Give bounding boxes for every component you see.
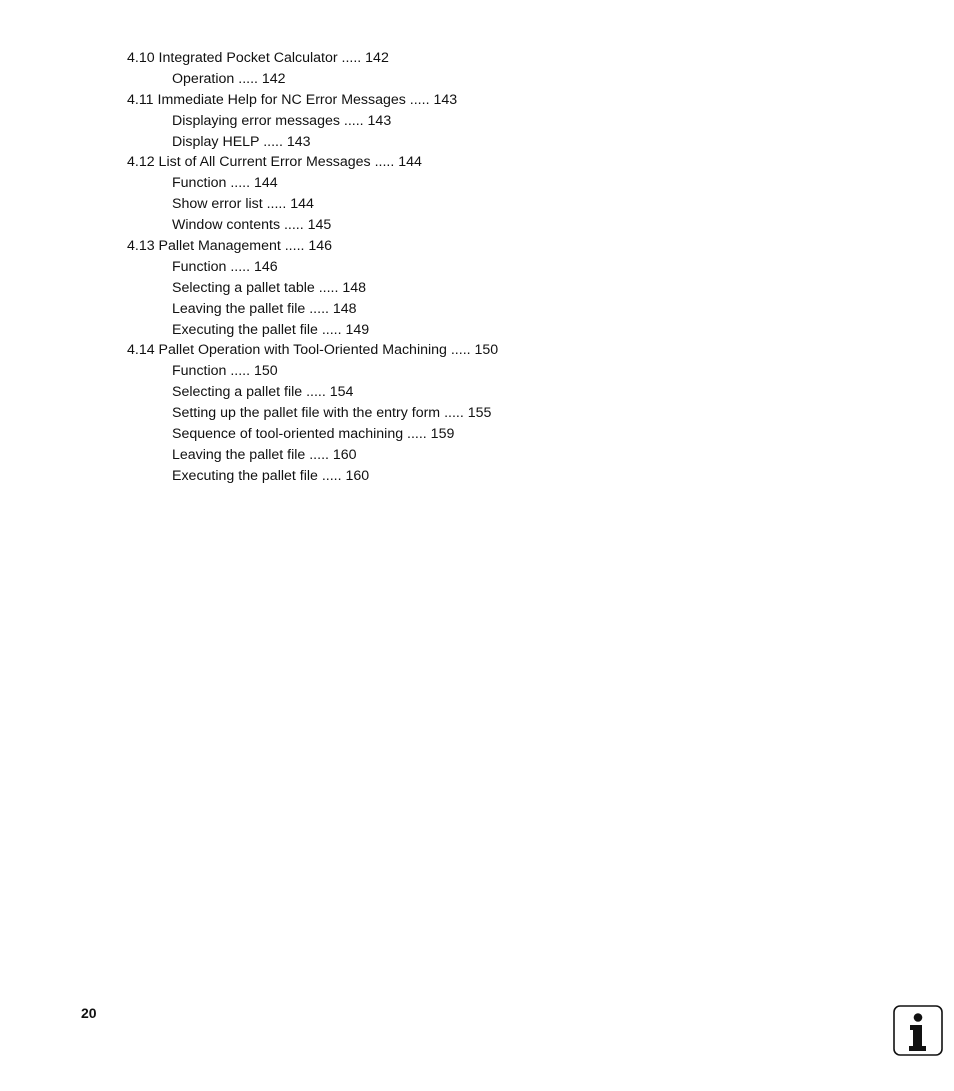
toc-subsection[interactable]: Operation ..... 142: [172, 70, 286, 87]
toc-subsection[interactable]: Displaying error messages ..... 143: [172, 112, 392, 129]
toc-section-4-13[interactable]: 4.13 Pallet Management ..... 146: [127, 238, 333, 255]
toc-subsection[interactable]: Function ..... 150: [172, 363, 278, 380]
toc-subsection[interactable]: Leaving the pallet file ..... 160: [172, 446, 357, 463]
table-of-contents: [127, 48, 827, 487]
info-icon: [893, 1005, 943, 1056]
toc-section-4-11[interactable]: 4.11 Immediate Help for NC Error Messages ..... 143: [127, 91, 458, 108]
toc-subsection[interactable]: Sequence of tool-oriented machining ..... 159: [172, 426, 455, 443]
toc-subsection[interactable]: Window contents ..... 145: [172, 217, 332, 234]
toc-section-4-14[interactable]: 4.14 Pallet Operation with Tool-Oriented Machining ..... 150: [127, 342, 499, 359]
toc-subsection[interactable]: Selecting a pallet file ..... 154: [172, 384, 354, 401]
toc-subsection[interactable]: Selecting a pallet table ..... 148: [172, 279, 367, 296]
toc-section-4-10[interactable]: 4.10 Integrated Pocket Calculator ..... 142: [127, 50, 389, 66]
toc-subsection[interactable]: Setting up the pallet file with the entry form ..... 155: [172, 405, 492, 422]
toc-subsection[interactable]: Display HELP ..... 143: [172, 133, 311, 150]
toc-subsection[interactable]: Function ..... 146: [172, 258, 278, 275]
toc-subsection[interactable]: Leaving the pallet file ..... 148: [172, 300, 357, 317]
page-number: 20: [81, 1005, 97, 1021]
toc-subsection[interactable]: Function ..... 144: [172, 175, 278, 192]
toc-subsection[interactable]: Executing the pallet file ..... 149: [172, 321, 370, 338]
toc-section-4-12[interactable]: 4.12 List of All Current Error Messages ..... 144: [127, 154, 422, 171]
toc-subsection[interactable]: Show error list ..... 144: [172, 196, 314, 213]
toc-subsection[interactable]: Executing the pallet file ..... 160: [172, 467, 370, 484]
